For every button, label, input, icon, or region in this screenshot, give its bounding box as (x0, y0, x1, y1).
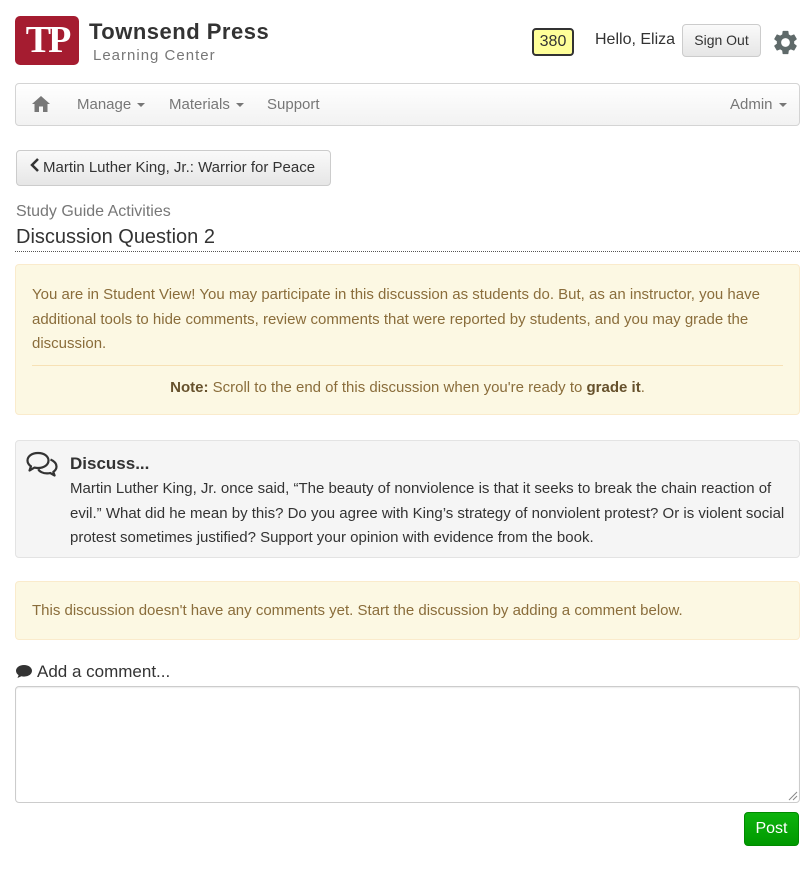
header (0, 0, 805, 80)
gear-icon[interactable] (771, 28, 800, 57)
student-view-text: You are in Student View! You may participate in this discussion as students do. But, as an instructor, you have additional tools to hide comments, review comments that were reported by students, and you may grade the discussion. (32, 286, 760, 352)
grade-it-link[interactable]: grade it (586, 378, 641, 396)
note-label: Note: (170, 378, 209, 396)
nav-manage-label: Manage (77, 96, 132, 113)
comment-icon (15, 664, 33, 679)
nav-manage[interactable] (77, 84, 145, 125)
points-badge: 380 (532, 28, 574, 56)
nav-materials-label: Materials (169, 96, 230, 113)
back-button-label: Martin Luther King, Jr.: Warrior for Peace (43, 159, 316, 176)
page-title: Discussion Question 2 (16, 226, 215, 248)
note-end: . (640, 378, 645, 396)
nav-materials[interactable] (169, 84, 244, 125)
no-comments-alert (15, 581, 800, 640)
resize-grip-icon[interactable] (786, 789, 798, 801)
main-navbar (15, 83, 800, 126)
discuss-heading: Discuss... (70, 454, 150, 473)
nav-admin[interactable] (730, 84, 787, 125)
discussion-question: Martin Luther King, Jr. once said, “The beauty of nonviolence is that it seeks to break the chain reaction of evil.” What did he mean by this? Do you agree with King’s strategy of nonviolent protest? Or is violent social protest sometimes justified? Support your opinion with evidence from the book. (70, 480, 785, 546)
title-divider (15, 251, 800, 252)
caret-down-icon (779, 103, 787, 107)
townsend-press-logo[interactable]: TP (15, 16, 79, 65)
discussion-prompt (15, 440, 800, 558)
brand-name: Townsend Press (89, 19, 270, 44)
brand-subtitle: Learning Center (93, 47, 216, 64)
no-comments-text: This discussion doesn't have any comments yet. Start the discussion by adding a comment below. (32, 602, 683, 619)
back-to-book-button[interactable] (16, 150, 331, 186)
alert-divider (32, 365, 783, 366)
comments-icon (26, 451, 58, 477)
grade-note (32, 376, 783, 400)
home-icon[interactable] (32, 96, 50, 112)
sign-out-button[interactable]: Sign Out (682, 24, 761, 57)
caret-down-icon (137, 103, 145, 107)
post-comment-button[interactable]: Post (744, 812, 799, 846)
note-text: Scroll to the end of this discussion when you're ready to (208, 378, 587, 396)
chevron-left-icon (29, 158, 41, 172)
caret-down-icon (236, 103, 244, 107)
page-subtitle: Study Guide Activities (16, 203, 171, 220)
add-comment-heading (15, 662, 170, 682)
nav-support-label: Support (267, 96, 320, 113)
nav-support[interactable] (267, 84, 320, 125)
comment-textarea[interactable] (15, 686, 800, 803)
nav-admin-label: Admin (730, 96, 773, 113)
add-comment-label: Add a comment... (37, 662, 171, 681)
user-greeting: Hello, Eliza (595, 31, 676, 48)
student-view-alert (15, 264, 800, 415)
